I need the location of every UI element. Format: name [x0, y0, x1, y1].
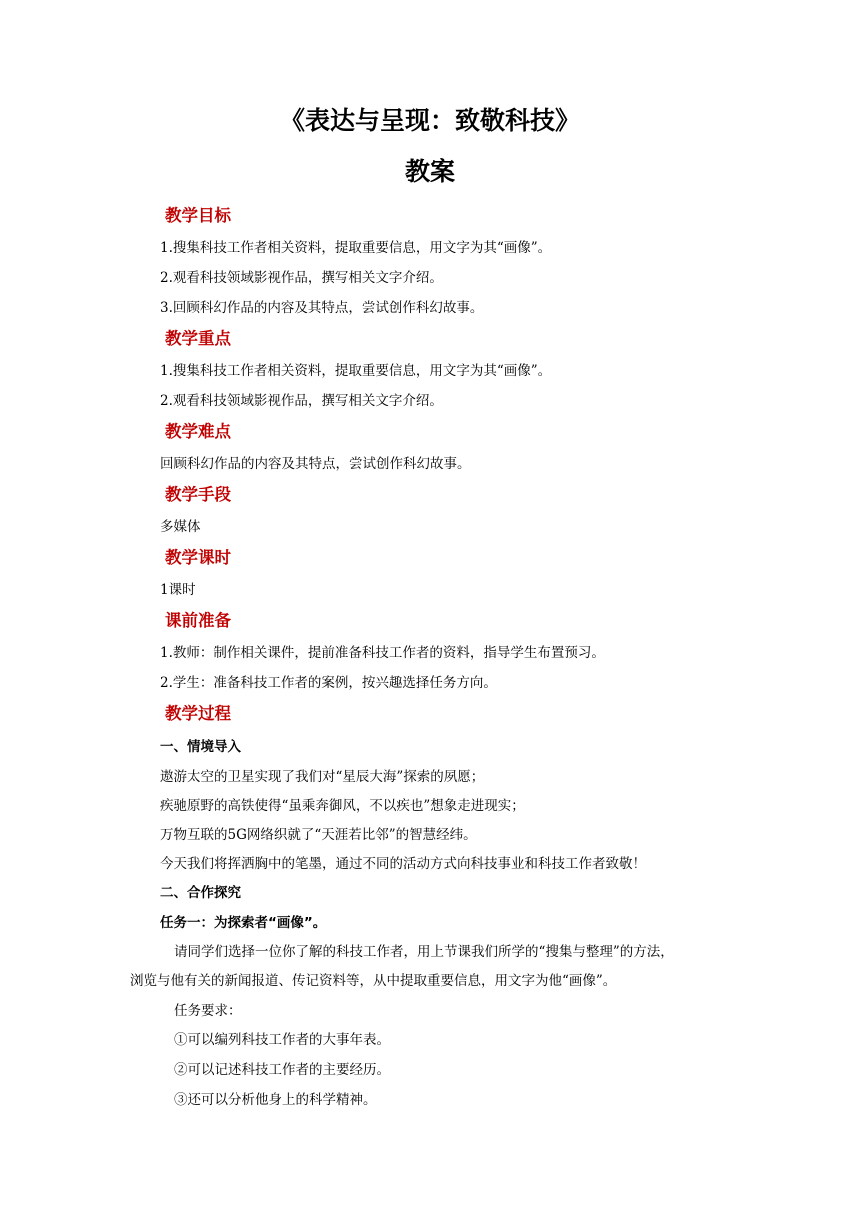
key-point-item: 2.观看科技领域影视作品，撰写相关文字介绍。	[160, 393, 443, 409]
intro-line: 万物互联的5G网络织就了“天涯若比邻”的智慧经纬。	[160, 827, 477, 843]
section-heading-difficulties: 教学难点	[165, 422, 231, 441]
section-heading-hours: 教学课时	[165, 548, 231, 567]
intro-line: 遨游太空的卫星实现了我们对“星辰大海”探索的夙愿；	[160, 769, 485, 785]
section-heading-prep: 课前准备	[165, 611, 231, 630]
requirement-item: ③还可以分析他身上的科学精神。	[174, 1092, 377, 1108]
section-heading-key-points: 教学重点	[165, 329, 231, 348]
section-heading-process: 教学过程	[165, 704, 231, 723]
prep-item: 1.教师：制作相关课件，提前准备科技工作者的资料，指导学生布置预习。	[160, 645, 605, 661]
task1-paragraph-line: 浏览与他有关的新闻报道、传记资料等，从中提取重要信息，用文字为他“画像”。	[130, 973, 617, 989]
requirement-item: ②可以记述科技工作者的主要经历。	[174, 1062, 390, 1078]
task1-heading: 任务一：为探索者“画像”。	[160, 915, 327, 931]
prep-item: 2.学生：准备科技工作者的案例，按兴趣选择任务方向。	[160, 675, 497, 691]
intro-line: 疾驰原野的高铁使得“虽乘奔御风，不以疾也”想象走进现实；	[160, 798, 525, 814]
means-text: 多媒体	[160, 519, 201, 535]
document-title: 《表达与呈现：致敬科技》	[279, 106, 580, 135]
process-part2-heading: 二、合作探究	[160, 885, 241, 901]
hours-text: 1课时	[160, 582, 196, 598]
section-heading-means: 教学手段	[165, 485, 231, 504]
intro-line: 今天我们将挥洒胸中的笔墨，通过不同的活动方式向科技事业和科技工作者致敬！	[160, 856, 646, 872]
goal-item: 1.搜集科技工作者相关资料，提取重要信息，用文字为其“画像”。	[160, 240, 552, 256]
task1-paragraph-line: 请同学们选择一位你了解的科技工作者，用上节课我们所学的“搜集与整理”的方法，	[174, 944, 674, 960]
process-part1-heading: 一、情境导入	[160, 739, 241, 755]
goal-item: 3.回顾科幻作品的内容及其特点，尝试创作科幻故事。	[160, 300, 484, 316]
document-subtitle: 教案	[404, 157, 455, 186]
section-heading-goals: 教学目标	[165, 206, 231, 225]
difficulty-text: 回顾科幻作品的内容及其特点，尝试创作科幻故事。	[160, 456, 471, 472]
requirement-item: ①可以编列科技工作者的大事年表。	[174, 1032, 390, 1048]
requirements-label: 任务要求：	[174, 1003, 242, 1019]
goal-item: 2.观看科技领域影视作品，撰写相关文字介绍。	[160, 270, 443, 286]
key-point-item: 1.搜集科技工作者相关资料，提取重要信息，用文字为其“画像”。	[160, 363, 552, 379]
